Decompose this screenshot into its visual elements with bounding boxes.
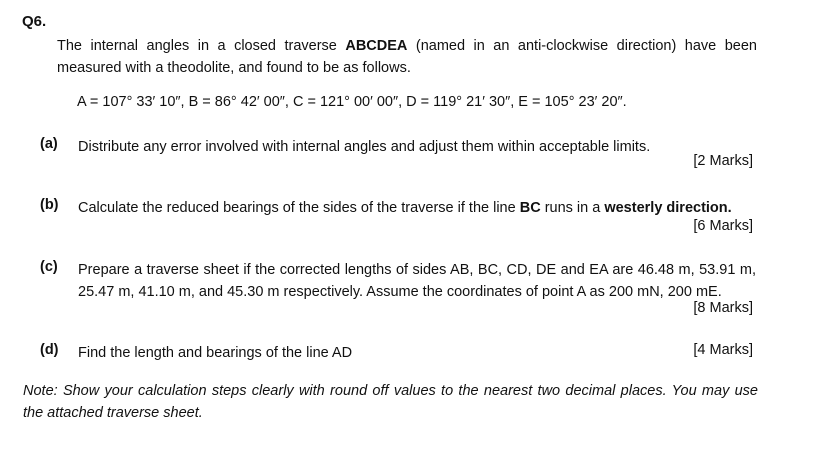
part-b-text (78, 197, 758, 219)
part-d-label: (d) (40, 342, 59, 358)
part-b-text-2: runs in a (540, 200, 605, 216)
question-number: Q6. (22, 13, 47, 30)
intro-text-1: The internal angles in a closed traverse (57, 38, 346, 54)
part-a-label: (a) (40, 136, 58, 152)
part-b-text-1: Calculate the reduced bearings of the sides of the traverse if the line (78, 200, 520, 216)
part-c-marks: [8 Marks] (693, 300, 753, 316)
part-c-label: (c) (40, 259, 58, 275)
part-b-label: (b) (40, 197, 59, 213)
angle-values: A = 107° 33′ 10″, B = 86° 42′ 00″, C = 121° 00′ 00″, D = 119° 21′ 30″, E = 105° 23′ 20″. (77, 94, 627, 110)
line-bc: BC (519, 200, 541, 216)
part-b-text-3: direction. (662, 200, 732, 216)
part-a-text: Distribute any error involved with internal angles and adjust them within acceptable limits. (78, 139, 651, 155)
direction-westerly: westerly (604, 200, 663, 216)
traverse-name: ABCDEA (345, 38, 408, 54)
intro-text-2: (named in an anti-clockwise direction) have been measured with a theodolite, and found to be as follows. (57, 38, 757, 76)
part-b-marks: [6 Marks] (693, 218, 753, 234)
part-a-marks: [2 Marks] (693, 153, 753, 169)
note-text: Note: Show your calculation steps clearly with round off values to the nearest two decimal places. You may use the attached traverse sheet. (23, 383, 758, 421)
question-intro (57, 35, 757, 79)
part-c-text: Prepare a traverse sheet if the corrected lengths of sides AB, BC, CD, DE and EA are 46.48 m, 53.91 m, 25.47 m, 41.10 m, and 45.30 m respectively. Assume the coordinates of point A as 200 mN, 200 mE. (78, 262, 756, 300)
part-d-marks: [4 Marks] (693, 342, 753, 358)
part-d-text: Find the length and bearings of the line AD (78, 345, 353, 361)
